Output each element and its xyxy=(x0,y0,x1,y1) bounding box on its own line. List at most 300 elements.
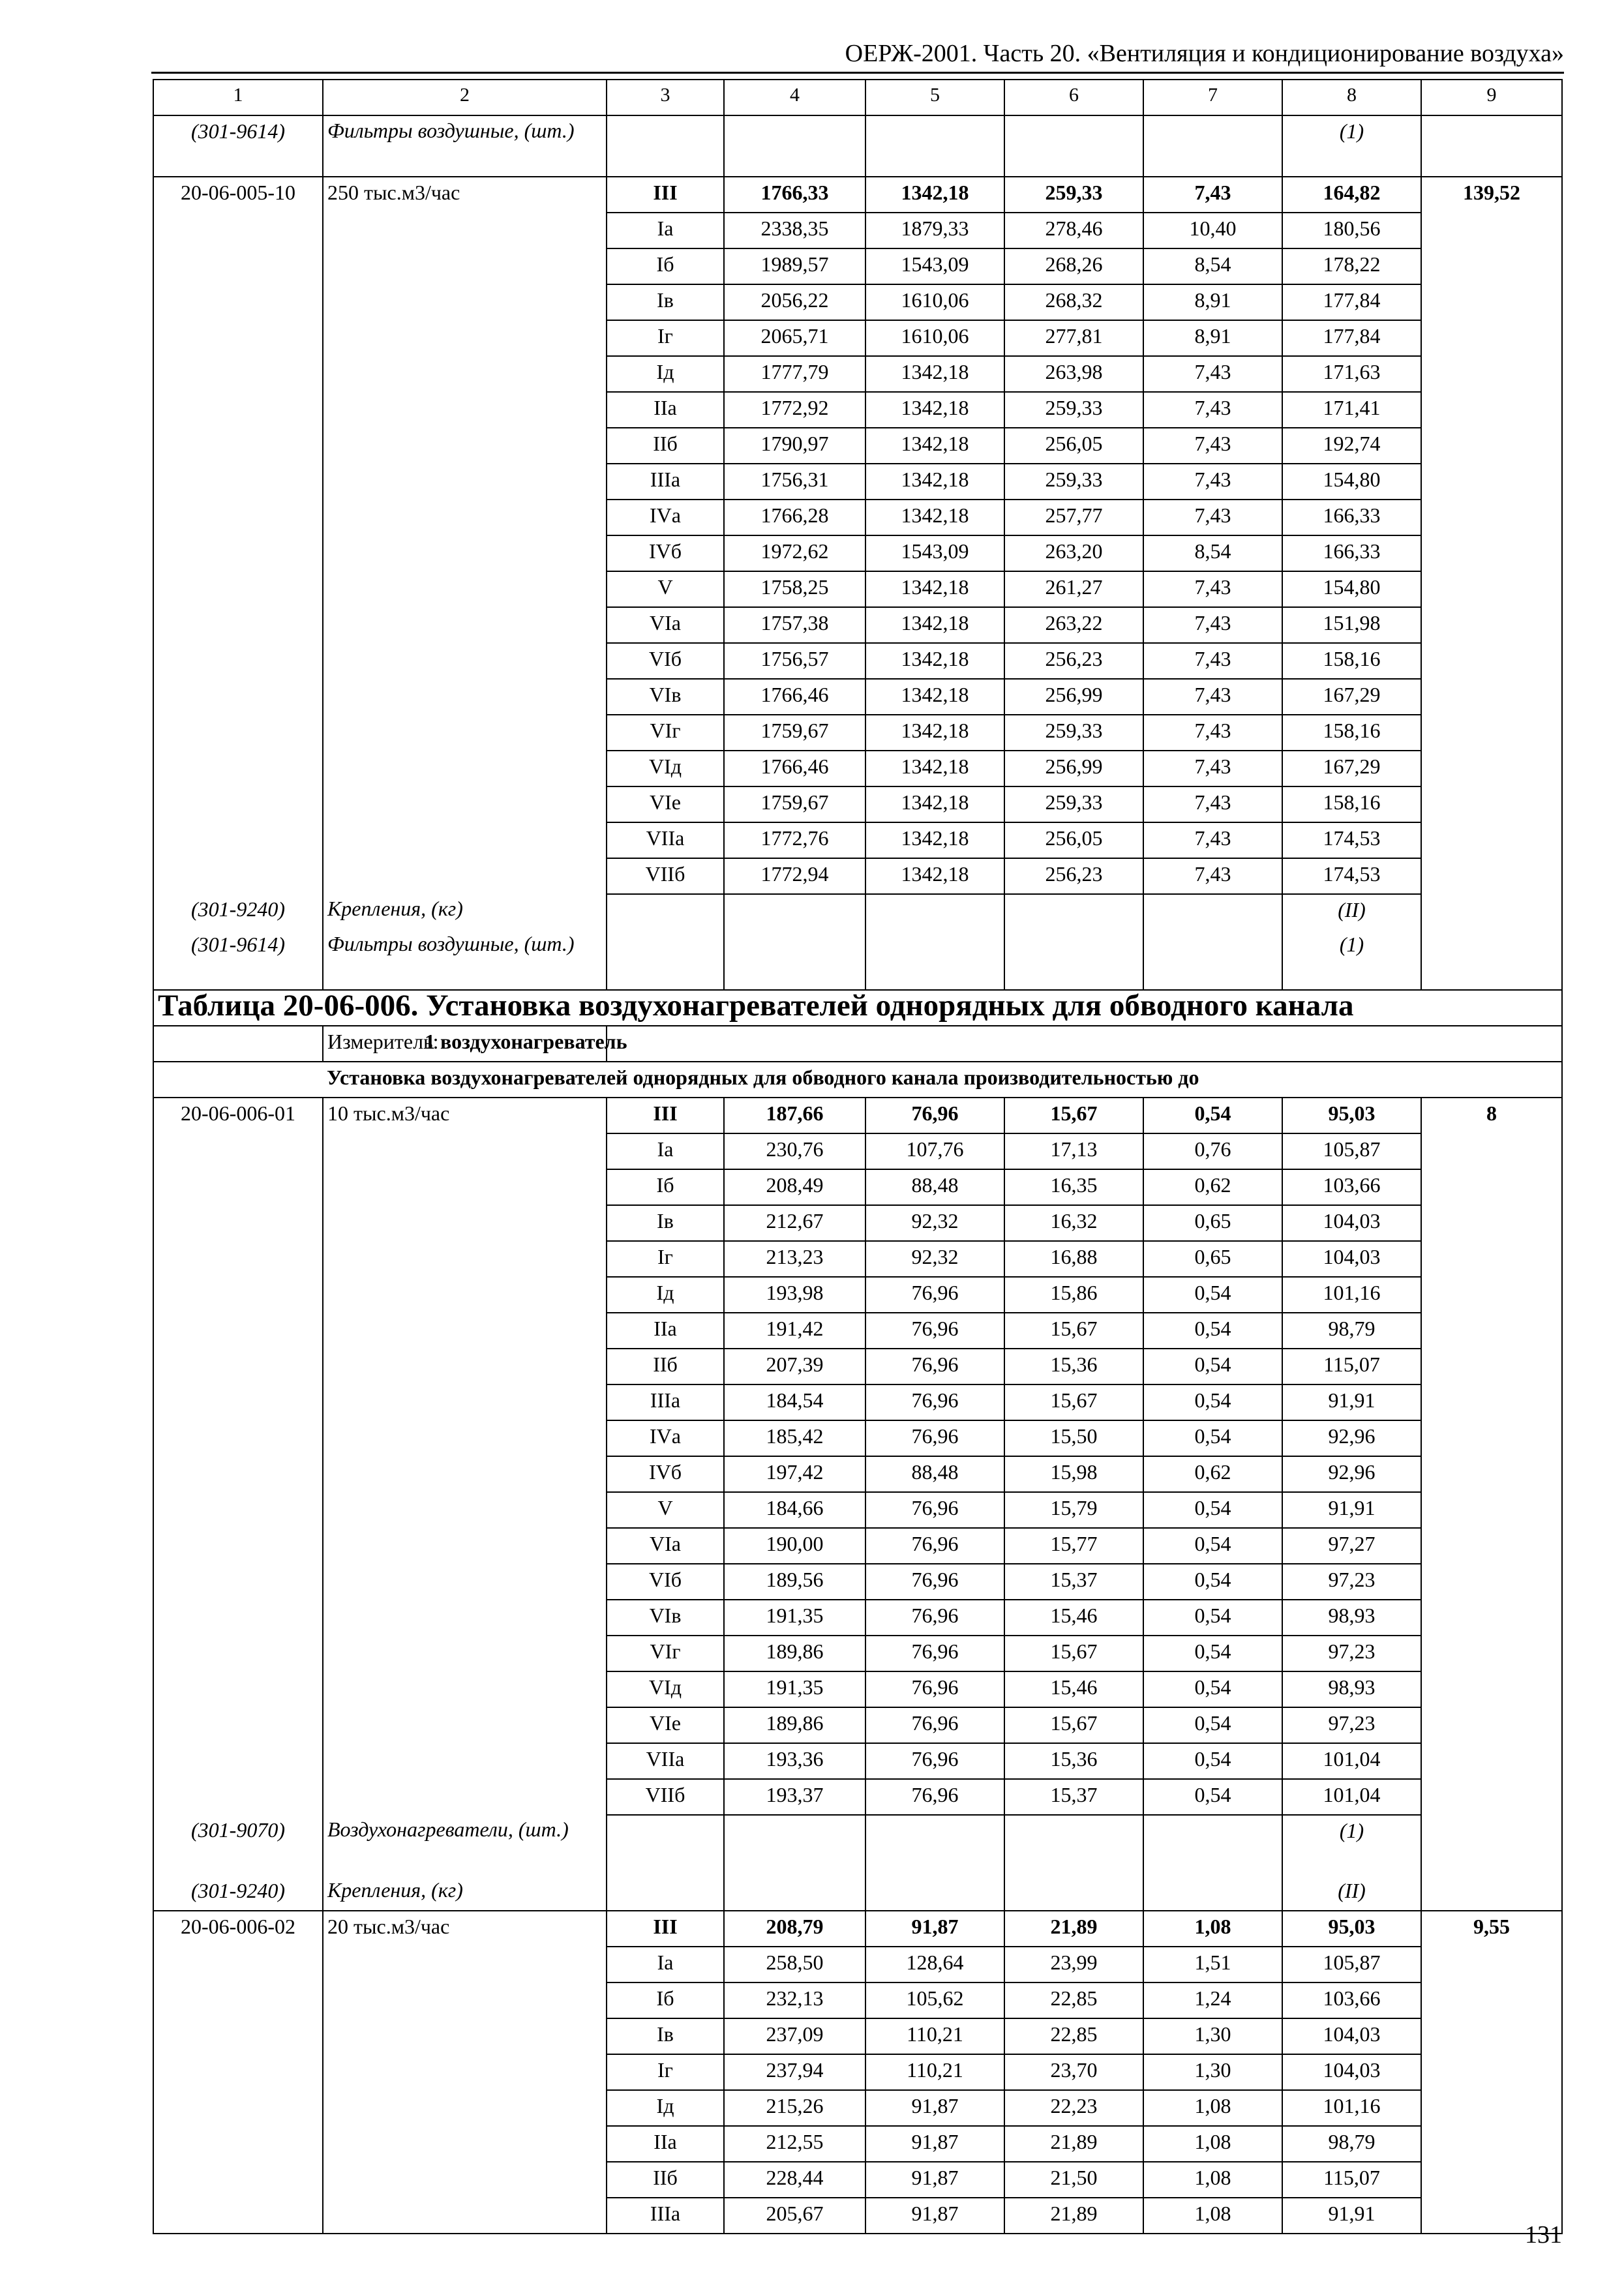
empty-cell xyxy=(1421,1636,1562,1671)
column-numbers-row xyxy=(153,80,1562,115)
rate-value: 1766,46 xyxy=(724,751,865,786)
empty-cell xyxy=(1421,2054,1562,2090)
rate-value: 88,48 xyxy=(865,1169,1004,1205)
rate-row xyxy=(153,1098,1562,1133)
rate-value: 15,67 xyxy=(1004,1098,1143,1133)
rate-value: 7,43 xyxy=(1143,571,1282,607)
rate-value: 184,66 xyxy=(724,1492,865,1528)
empty-cell xyxy=(153,320,323,356)
rate-value: 103,66 xyxy=(1282,1982,1421,2018)
rate-value: 1342,18 xyxy=(865,822,1004,858)
empty-cell xyxy=(323,320,607,356)
empty-cell xyxy=(323,1169,607,1205)
empty-cell xyxy=(153,822,323,858)
rate-value: 0,54 xyxy=(1143,1313,1282,1349)
rate-value: 15,77 xyxy=(1004,1528,1143,1564)
rate-value: 256,05 xyxy=(1004,428,1143,464)
rate-value: 15,67 xyxy=(1004,1636,1143,1671)
rate-row xyxy=(153,1313,1562,1349)
rate-value: 256,23 xyxy=(1004,858,1143,894)
rate-value: 15,36 xyxy=(1004,1743,1143,1779)
rate-value: 263,22 xyxy=(1004,607,1143,643)
empty-cell xyxy=(1421,213,1562,248)
rate-row xyxy=(153,1241,1562,1277)
rate-row xyxy=(153,2018,1562,2054)
empty-cell xyxy=(1421,115,1562,177)
empty-cell xyxy=(153,1492,323,1528)
empty-cell xyxy=(153,2018,323,2054)
rate-row xyxy=(153,643,1562,679)
price-zone: Iв xyxy=(607,1205,724,1241)
measure-label: Измеритель: xyxy=(323,1026,607,1062)
price-zone: Iг xyxy=(607,2054,724,2090)
empty-cell xyxy=(153,1528,323,1564)
rate-row xyxy=(153,1205,1562,1241)
rate-value: 230,76 xyxy=(724,1133,865,1169)
price-zone: IIIа xyxy=(607,2198,724,2234)
price-zone: VIг xyxy=(607,1636,724,1671)
rate-value: 0,54 xyxy=(1143,1671,1282,1707)
rate-value: 97,23 xyxy=(1282,1636,1421,1671)
rate-value: 110,21 xyxy=(865,2054,1004,2090)
empty-cell xyxy=(153,1600,323,1636)
price-zone: VIе xyxy=(607,1707,724,1743)
rate-row xyxy=(153,248,1562,284)
empty-cell xyxy=(323,464,607,500)
resource-qty: (II) xyxy=(1282,894,1421,929)
rate-value: 76,96 xyxy=(865,1636,1004,1671)
empty-cell xyxy=(865,929,1004,990)
rate-value: 193,98 xyxy=(724,1277,865,1313)
rate-value: 259,33 xyxy=(1004,786,1143,822)
rate-value: 76,96 xyxy=(865,1384,1004,1420)
rate-value: 7,43 xyxy=(1143,464,1282,500)
rate-value: 88,48 xyxy=(865,1456,1004,1492)
empty-cell xyxy=(323,2198,607,2234)
empty-cell xyxy=(1421,2090,1562,2126)
rate-value: 7,43 xyxy=(1143,858,1282,894)
rate-value: 16,32 xyxy=(1004,1205,1143,1241)
rate-row xyxy=(153,1947,1562,1982)
rate-value: 7,43 xyxy=(1143,786,1282,822)
rate-row xyxy=(153,679,1562,715)
rate-value: 76,96 xyxy=(865,1528,1004,1564)
column-number: 6 xyxy=(1004,80,1143,115)
table-body xyxy=(153,80,1562,2234)
price-zone: IIб xyxy=(607,1349,724,1384)
empty-cell xyxy=(607,115,724,177)
resource-qty: (1) xyxy=(1282,1815,1421,1876)
empty-cell xyxy=(1421,1600,1562,1636)
rate-value: 7,43 xyxy=(1143,428,1282,464)
empty-cell xyxy=(153,2198,323,2234)
empty-cell xyxy=(1421,643,1562,679)
rate-value: 237,94 xyxy=(724,2054,865,2090)
price-zone: VIд xyxy=(607,1671,724,1707)
rate-value: 171,41 xyxy=(1282,392,1421,428)
rate-row xyxy=(153,1743,1562,1779)
rate-value: 174,53 xyxy=(1282,858,1421,894)
price-zone: Iв xyxy=(607,2018,724,2054)
empty-cell xyxy=(153,1349,323,1384)
rate-value: 7,43 xyxy=(1143,679,1282,715)
empty-cell xyxy=(153,1947,323,1982)
page-header: ОЕРЖ-2001. Часть 20. «Вентиляция и кондиционирование воздуха» xyxy=(845,40,1564,67)
empty-cell xyxy=(323,284,607,320)
price-zone: III xyxy=(607,177,724,213)
resource-code: (301-9240) xyxy=(153,894,323,929)
empty-cell xyxy=(323,248,607,284)
empty-cell xyxy=(153,356,323,392)
rate-value: 7,43 xyxy=(1143,822,1282,858)
rate-value: 104,03 xyxy=(1282,2018,1421,2054)
empty-cell xyxy=(1004,894,1143,929)
rate-value: 15,36 xyxy=(1004,1349,1143,1384)
empty-cell xyxy=(153,213,323,248)
rate-value: 0,54 xyxy=(1143,1384,1282,1420)
rate-value: 277,81 xyxy=(1004,320,1143,356)
rate-row xyxy=(153,1564,1562,1600)
rate-value: 0,54 xyxy=(1143,1420,1282,1456)
empty-cell xyxy=(153,1384,323,1420)
rate-value: 1772,92 xyxy=(724,392,865,428)
rate-value: 76,96 xyxy=(865,1707,1004,1743)
empty-cell xyxy=(1143,115,1282,177)
rate-code: 20-06-006-02 xyxy=(153,1911,323,1947)
rate-value: 1,30 xyxy=(1143,2054,1282,2090)
rate-value: 178,22 xyxy=(1282,248,1421,284)
table-title: Таблица 20-06-006. Установка воздухонагревателей однорядных для обводного канала xyxy=(153,990,1562,1026)
empty-cell xyxy=(323,1528,607,1564)
rate-value: 76,96 xyxy=(865,1349,1004,1384)
price-zone: VIд xyxy=(607,751,724,786)
rate-value: 213,23 xyxy=(724,1241,865,1277)
empty-cell xyxy=(323,2162,607,2198)
rate-row xyxy=(153,2162,1562,2198)
rate-value: 1543,09 xyxy=(865,535,1004,571)
price-zone: Iд xyxy=(607,1277,724,1313)
rate-row xyxy=(153,2054,1562,2090)
rate-value: 0,76 xyxy=(1143,1133,1282,1169)
price-zone: V xyxy=(607,571,724,607)
empty-cell xyxy=(153,1026,323,1062)
column-number: 1 xyxy=(153,80,323,115)
empty-cell xyxy=(323,2018,607,2054)
empty-cell xyxy=(153,500,323,535)
rate-value: 15,67 xyxy=(1004,1384,1143,1420)
resource-row xyxy=(153,894,1562,929)
resource-name: Крепления, (кг) xyxy=(323,1876,607,1911)
rate-row xyxy=(153,715,1562,751)
rate-value: 256,99 xyxy=(1004,679,1143,715)
empty-cell xyxy=(153,607,323,643)
empty-cell xyxy=(153,392,323,428)
rate-value: 92,96 xyxy=(1282,1456,1421,1492)
rate-value: 192,74 xyxy=(1282,428,1421,464)
column-number: 2 xyxy=(323,80,607,115)
rate-value: 1610,06 xyxy=(865,320,1004,356)
rate-code: 20-06-005-10 xyxy=(153,177,323,213)
rate-row xyxy=(153,213,1562,248)
empty-cell xyxy=(1421,1133,1562,1169)
rate-value: 105,87 xyxy=(1282,1947,1421,1982)
rate-value: 1,30 xyxy=(1143,2018,1282,2054)
empty-cell xyxy=(153,1062,323,1098)
rate-value: 228,44 xyxy=(724,2162,865,2198)
rate-row xyxy=(153,500,1562,535)
empty-cell xyxy=(865,1876,1004,1911)
rate-value: 104,03 xyxy=(1282,1205,1421,1241)
rate-row xyxy=(153,1911,1562,1947)
rates-table xyxy=(153,79,1563,2234)
rate-value: 98,79 xyxy=(1282,1313,1421,1349)
rate-value: 1772,76 xyxy=(724,822,865,858)
rate-value: 101,16 xyxy=(1282,2090,1421,2126)
empty-cell xyxy=(607,929,724,990)
empty-cell xyxy=(1143,1815,1282,1876)
rate-value: 193,37 xyxy=(724,1779,865,1815)
empty-cell xyxy=(1004,929,1143,990)
rate-row xyxy=(153,1982,1562,2018)
rate-value: 115,07 xyxy=(1282,1349,1421,1384)
empty-cell xyxy=(1421,1876,1562,1911)
price-zone: VIв xyxy=(607,1600,724,1636)
price-zone: VIа xyxy=(607,607,724,643)
rate-value: 167,29 xyxy=(1282,679,1421,715)
empty-cell xyxy=(323,1133,607,1169)
rate-value: 1342,18 xyxy=(865,428,1004,464)
empty-cell xyxy=(865,894,1004,929)
rate-value: 158,16 xyxy=(1282,643,1421,679)
column-number: 3 xyxy=(607,80,724,115)
rate-value: 22,85 xyxy=(1004,2018,1143,2054)
rate-value: 189,86 xyxy=(724,1707,865,1743)
rate-value: 190,00 xyxy=(724,1528,865,1564)
rate-value: 115,07 xyxy=(1282,2162,1421,2198)
empty-cell xyxy=(1421,858,1562,894)
price-zone: III xyxy=(607,1098,724,1133)
empty-cell xyxy=(153,428,323,464)
rate-value: 17,13 xyxy=(1004,1133,1143,1169)
empty-cell xyxy=(1421,2018,1562,2054)
price-zone: V xyxy=(607,1492,724,1528)
rate-value: 0,54 xyxy=(1143,1528,1282,1564)
empty-cell xyxy=(724,1876,865,1911)
empty-cell xyxy=(1421,2162,1562,2198)
rate-value: 0,54 xyxy=(1143,1779,1282,1815)
empty-cell xyxy=(323,1564,607,1600)
rate-value: 91,91 xyxy=(1282,2198,1421,2234)
empty-cell xyxy=(323,2090,607,2126)
rate-value: 15,98 xyxy=(1004,1456,1143,1492)
rate-row xyxy=(153,1169,1562,1205)
rate-value: 1759,67 xyxy=(724,715,865,751)
subtitle-text: Установка воздухонагревателей однорядных для обводного канала производительностью до xyxy=(323,1062,1562,1098)
price-zone: IVб xyxy=(607,535,724,571)
rate-value: 2056,22 xyxy=(724,284,865,320)
empty-cell xyxy=(724,929,865,990)
empty-cell xyxy=(1421,822,1562,858)
rate-value: 22,85 xyxy=(1004,1982,1143,2018)
measure-row xyxy=(153,1026,1562,1062)
rate-value: 76,96 xyxy=(865,1098,1004,1133)
column-number: 7 xyxy=(1143,80,1282,115)
rate-value: 256,99 xyxy=(1004,751,1143,786)
empty-cell xyxy=(1421,500,1562,535)
rate-value: 1756,57 xyxy=(724,643,865,679)
empty-cell xyxy=(323,858,607,894)
empty-cell xyxy=(323,1456,607,1492)
price-zone: Iа xyxy=(607,1133,724,1169)
empty-cell xyxy=(1421,1815,1562,1876)
empty-cell xyxy=(323,392,607,428)
empty-cell xyxy=(1421,929,1562,990)
rate-value: 189,56 xyxy=(724,1564,865,1600)
rate-value: 23,99 xyxy=(1004,1947,1143,1982)
empty-cell xyxy=(153,2090,323,2126)
empty-cell xyxy=(323,428,607,464)
empty-cell xyxy=(1421,356,1562,392)
empty-cell xyxy=(323,715,607,751)
rate-value: 15,67 xyxy=(1004,1313,1143,1349)
rate-value: 158,16 xyxy=(1282,715,1421,751)
rate-value: 1543,09 xyxy=(865,248,1004,284)
rate-value: 76,96 xyxy=(865,1564,1004,1600)
empty-cell xyxy=(1421,1492,1562,1528)
rate-value: 0,62 xyxy=(1143,1456,1282,1492)
empty-cell xyxy=(1421,1743,1562,1779)
empty-cell xyxy=(323,1349,607,1384)
rate-value: 92,96 xyxy=(1282,1420,1421,1456)
empty-cell xyxy=(153,1982,323,2018)
price-zone: Iб xyxy=(607,248,724,284)
column-9-value: 139,52 xyxy=(1421,177,1562,213)
rate-value: 259,33 xyxy=(1004,177,1143,213)
empty-cell xyxy=(153,1169,323,1205)
price-zone: VIв xyxy=(607,679,724,715)
empty-cell xyxy=(1421,1528,1562,1564)
rate-value: 1,08 xyxy=(1143,2090,1282,2126)
empty-cell xyxy=(153,751,323,786)
rate-value: 91,87 xyxy=(865,2162,1004,2198)
rate-value: 76,96 xyxy=(865,1779,1004,1815)
price-zone: VIб xyxy=(607,1564,724,1600)
empty-cell xyxy=(1143,1876,1282,1911)
rate-value: 193,36 xyxy=(724,1743,865,1779)
empty-cell xyxy=(323,1982,607,2018)
empty-cell xyxy=(153,1564,323,1600)
rate-value: 0,54 xyxy=(1143,1098,1282,1133)
rate-row xyxy=(153,1384,1562,1420)
rate-row xyxy=(153,822,1562,858)
rate-value: 212,55 xyxy=(724,2126,865,2162)
rate-row xyxy=(153,786,1562,822)
rate-row xyxy=(153,1600,1562,1636)
empty-cell xyxy=(323,500,607,535)
empty-cell xyxy=(1421,248,1562,284)
rate-value: 76,96 xyxy=(865,1313,1004,1349)
rate-value: 1342,18 xyxy=(865,715,1004,751)
rate-value: 259,33 xyxy=(1004,715,1143,751)
rate-value: 1766,46 xyxy=(724,679,865,715)
rate-row xyxy=(153,284,1562,320)
rate-value: 21,89 xyxy=(1004,2198,1143,2234)
rate-value: 7,43 xyxy=(1143,500,1282,535)
empty-cell xyxy=(153,571,323,607)
rate-value: 98,93 xyxy=(1282,1671,1421,1707)
rate-value: 257,77 xyxy=(1004,500,1143,535)
rate-value: 205,67 xyxy=(724,2198,865,2234)
rate-value: 0,54 xyxy=(1143,1707,1282,1743)
price-zone: III xyxy=(607,1911,724,1947)
rate-value: 0,54 xyxy=(1143,1743,1282,1779)
rate-value: 8,54 xyxy=(1143,248,1282,284)
empty-cell xyxy=(153,1671,323,1707)
rate-value: 1758,25 xyxy=(724,571,865,607)
rate-value: 0,54 xyxy=(1143,1349,1282,1384)
rate-value: 1756,31 xyxy=(724,464,865,500)
resource-row xyxy=(153,929,1562,990)
column-number: 8 xyxy=(1282,80,1421,115)
empty-cell xyxy=(153,1277,323,1313)
rate-value: 263,98 xyxy=(1004,356,1143,392)
rate-value: 1757,38 xyxy=(724,607,865,643)
rate-value: 97,23 xyxy=(1282,1564,1421,1600)
empty-cell xyxy=(1421,2126,1562,2162)
rate-value: 1342,18 xyxy=(865,177,1004,213)
empty-cell xyxy=(1421,751,1562,786)
rate-value: 278,46 xyxy=(1004,213,1143,248)
rate-value: 128,64 xyxy=(865,1947,1004,1982)
empty-cell xyxy=(153,535,323,571)
rate-row xyxy=(153,751,1562,786)
rate-row xyxy=(153,1707,1562,1743)
empty-cell xyxy=(1421,284,1562,320)
rate-row xyxy=(153,392,1562,428)
rate-row xyxy=(153,2198,1562,2234)
empty-cell xyxy=(865,115,1004,177)
empty-cell xyxy=(1421,1707,1562,1743)
rate-value: 7,43 xyxy=(1143,715,1282,751)
rate-value: 258,50 xyxy=(724,1947,865,1982)
rate-description: 20 тыс.м3/час xyxy=(323,1911,607,1947)
rate-value: 268,32 xyxy=(1004,284,1143,320)
rate-value: 7,43 xyxy=(1143,607,1282,643)
empty-cell xyxy=(153,1205,323,1241)
empty-cell xyxy=(323,822,607,858)
rate-row xyxy=(153,2090,1562,2126)
rate-row xyxy=(153,1133,1562,1169)
rate-value: 15,67 xyxy=(1004,1707,1143,1743)
rate-value: 10,40 xyxy=(1143,213,1282,248)
empty-cell xyxy=(323,213,607,248)
rate-value: 7,43 xyxy=(1143,751,1282,786)
empty-cell xyxy=(323,1277,607,1313)
empty-cell xyxy=(1421,1169,1562,1205)
empty-cell xyxy=(1421,1671,1562,1707)
empty-cell xyxy=(323,2126,607,2162)
rate-value: 76,96 xyxy=(865,1600,1004,1636)
rate-value: 1610,06 xyxy=(865,284,1004,320)
empty-cell xyxy=(153,1707,323,1743)
empty-cell xyxy=(1004,115,1143,177)
rate-row xyxy=(153,2126,1562,2162)
price-zone: IIа xyxy=(607,392,724,428)
rate-row xyxy=(153,428,1562,464)
empty-cell xyxy=(153,464,323,500)
rate-row xyxy=(153,607,1562,643)
price-zone: VIIб xyxy=(607,1779,724,1815)
